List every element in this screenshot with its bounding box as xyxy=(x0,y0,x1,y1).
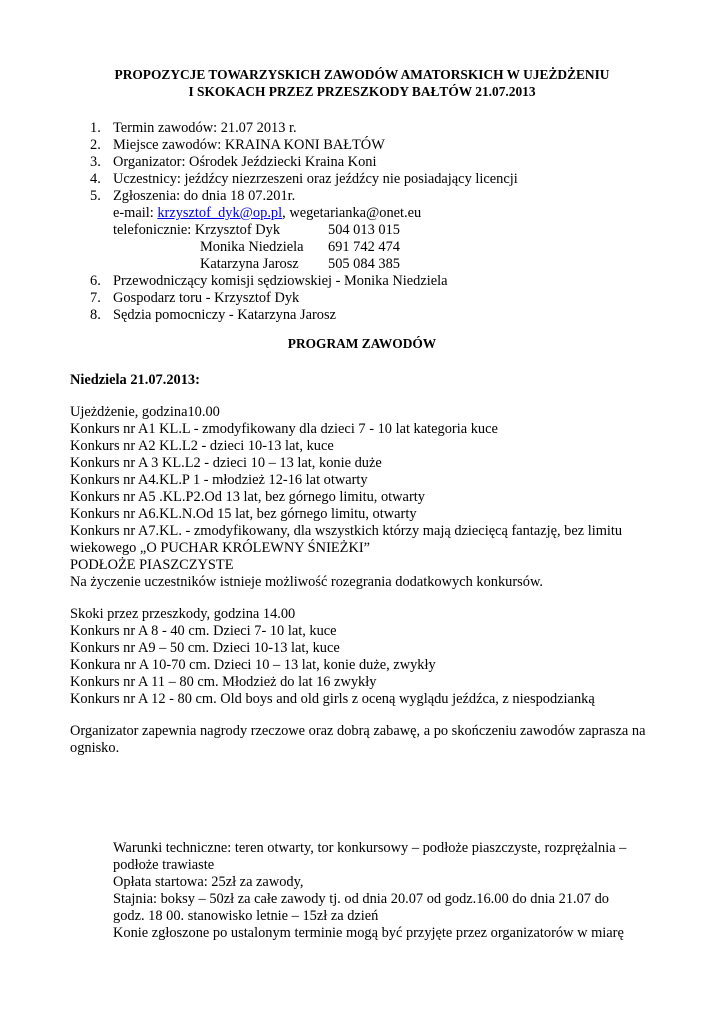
list-text: Zgłoszenia: do dnia 18 07.201r. xyxy=(113,188,296,204)
program-heading: PROGRAM ZAWODÓW xyxy=(287,336,437,351)
jumping-line: Konkurs nr A9 – 50 cm. Dzieci 10-13 lat, kuce xyxy=(70,640,340,656)
list-number: 7. xyxy=(90,290,101,306)
jumping-line: Konkurs nr A 12 - 80 cm. Old boys and old girls z oceną wyglądu jeźdźca, z niespodzianką xyxy=(70,691,595,707)
title-line-1: PROPOZYCJE TOWARZYSKICH ZAWODÓW AMATORSKICH W UJEŻDŻENIU xyxy=(114,67,610,82)
day-heading: Niedziela 21.07.2013: xyxy=(70,372,200,388)
list-text: Miejsce zawodów: KRAINA KONI BAŁTÓW xyxy=(113,137,385,153)
list-number: 6. xyxy=(90,273,101,289)
list-number: 1. xyxy=(90,120,101,136)
list-text: Organizator: Ośrodek Jeździecki Kraina Koni xyxy=(113,154,377,170)
email-rest: , wegetarianka@onet.eu xyxy=(282,205,422,221)
phone-number: 691 742 474 xyxy=(328,239,400,255)
list-text: Przewodniczący komisji sędziowskiej - Monika Niedziela xyxy=(113,273,448,289)
jumping-line: Konkurs nr A 11 – 80 cm. Młodzież do lat 16 zwykły xyxy=(70,674,377,690)
list-text: Gospodarz toru - Krzysztof Dyk xyxy=(113,290,300,306)
list-text: Termin zawodów: 21.07 2013 r. xyxy=(113,120,297,136)
title-line-2: I SKOKACH PRZEZ PRZESZKODY BAŁTÓW 21.07.2013 xyxy=(188,84,536,99)
tech-line: Opłata startowa: 25zł za zawody, xyxy=(113,874,304,890)
email-line xyxy=(113,205,421,222)
list-number: 4. xyxy=(90,171,101,187)
list-number: 3. xyxy=(90,154,101,170)
dressage-line: Konkurs nr A5 .KL.P2.Od 13 lat, bez górnego limitu, otwarty xyxy=(70,489,425,505)
dressage-line: Konkurs nr A2 KL.L2 - dzieci 10-13 lat, kuce xyxy=(70,438,334,454)
list-text: Uczestnicy: jeźdźcy niezrzeszeni oraz jeźdźcy nie posiadający licencji xyxy=(113,171,518,187)
phone-number: 504 013 015 xyxy=(328,222,400,238)
dressage-line: wiekowego „O PUCHAR KRÓLEWNY ŚNIEŻKI” xyxy=(70,540,371,556)
tech-line: Stajnia: boksy – 50zł za całe zawody tj. od dnia 20.07 od godz.16.00 do dnia 21.07 do xyxy=(113,891,609,907)
tech-line: Konie zgłoszone po ustalonym terminie mogą być przyjęte przez organizatorów w miarę xyxy=(113,925,624,941)
jumping-line: Konkura nr A 10-70 cm. Dzieci 10 – 13 lat, konie duże, zwykły xyxy=(70,657,436,673)
tech-line: podłoże trawiaste xyxy=(113,857,215,873)
contact-name: Katarzyna Jarosz xyxy=(200,256,299,272)
jumping-line: Skoki przez przeszkody, godzina 14.00 xyxy=(70,606,296,622)
dressage-line: Ujeżdżenie, godzina10.00 xyxy=(70,404,220,420)
tech-line: Warunki techniczne: teren otwarty, tor konkursowy – podłoże piaszczyste, rozprężalnia – xyxy=(113,840,627,856)
email-prefix: e-mail: xyxy=(113,205,158,221)
tech-line: godz. 18 00. stanowisko letnie – 15zł za dzień xyxy=(113,908,379,924)
dressage-line: Konkurs nr A 3 KL.L2 - dzieci 10 – 13 lat, konie duże xyxy=(70,455,382,471)
phone-label: telefonicznie: Krzysztof Dyk xyxy=(113,222,281,238)
list-number: 2. xyxy=(90,137,101,153)
list-number: 5. xyxy=(90,188,101,204)
dressage-line: Konkurs nr A4.KL.P 1 - młodzież 12-16 lat otwarty xyxy=(70,472,368,488)
email-link[interactable]: krzysztof_dyk@op.pl xyxy=(157,205,283,221)
dressage-line: PODŁOŻE PIASZCZYSTE xyxy=(70,557,234,573)
jumping-line: Konkurs nr A 8 - 40 cm. Dzieci 7- 10 lat, kuce xyxy=(70,623,337,639)
phone-number: 505 084 385 xyxy=(328,256,400,272)
closing-line: ognisko. xyxy=(70,740,120,756)
list-number: 8. xyxy=(90,307,101,323)
dressage-line: Konkurs nr A6.KL.N.Od 15 lat, bez górnego limitu, otwarty xyxy=(70,506,417,522)
dressage-line: Na życzenie uczestników istnieje możliwość rozegrania dodatkowych konkursów. xyxy=(70,574,544,590)
contact-name: Monika Niedziela xyxy=(200,239,304,255)
closing-line: Organizator zapewnia nagrody rzeczowe oraz dobrą zabawę, a po skończeniu zawodów zaprasza na xyxy=(70,723,646,739)
dressage-line: Konkurs nr A7.KL. - zmodyfikowany, dla wszystkich którzy mają dziecięcą fantazję, bez limitu xyxy=(70,523,623,539)
list-text: Sędzia pomocniczy - Katarzyna Jarosz xyxy=(113,307,336,323)
dressage-line: Konkurs nr A1 KL.L - zmodyfikowany dla dzieci 7 - 10 lat kategoria kuce xyxy=(70,421,498,437)
